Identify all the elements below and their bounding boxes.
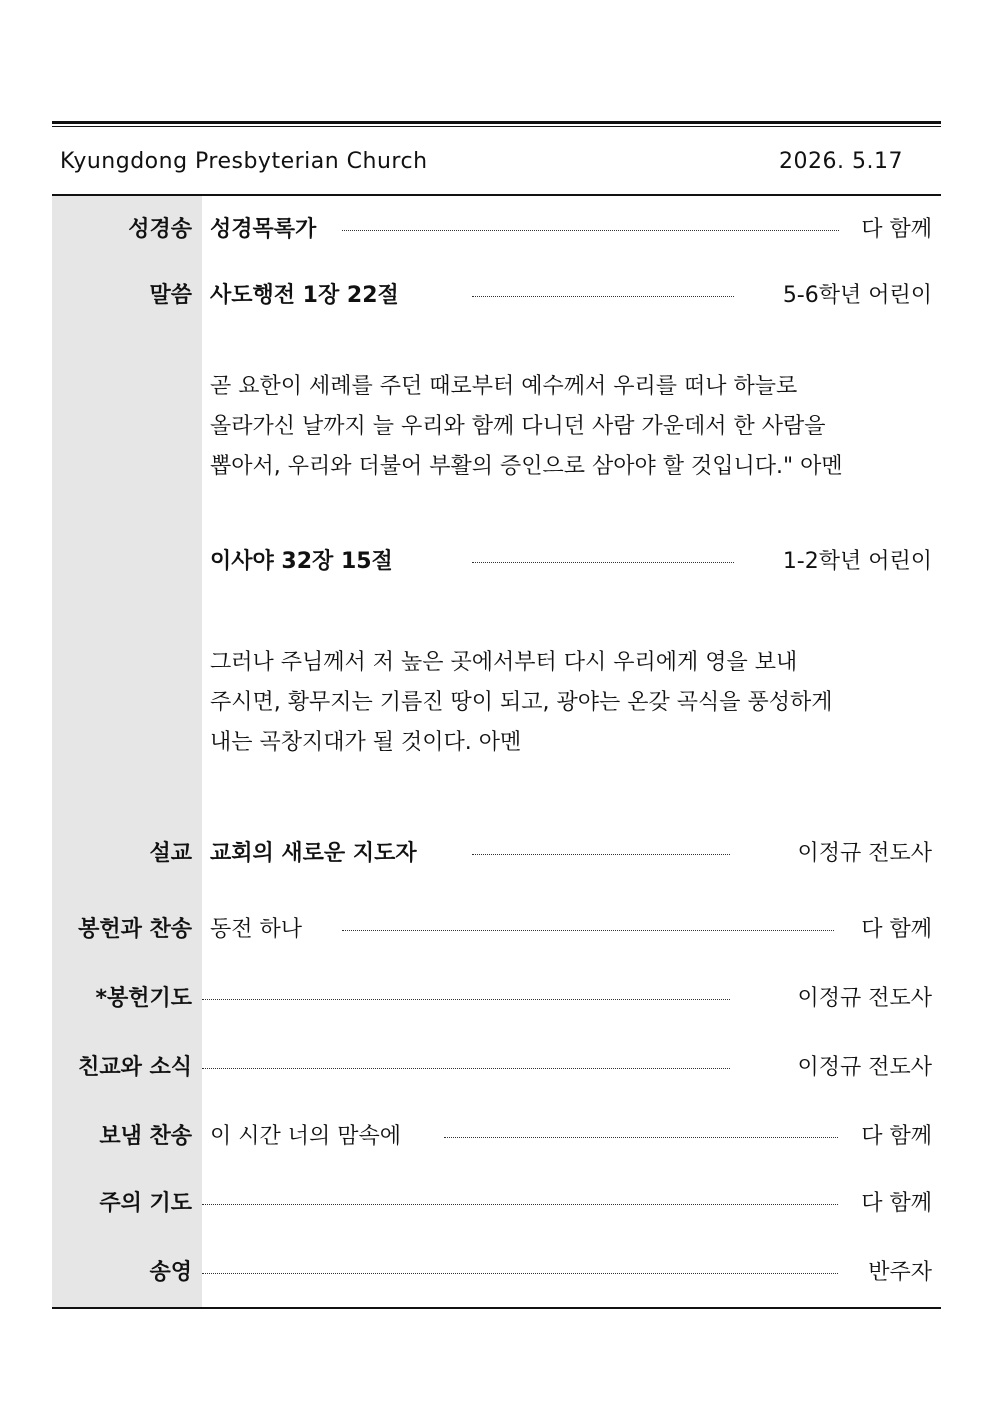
- dotted-leader: [202, 1273, 838, 1274]
- dotted-leader: [202, 1068, 730, 1069]
- item-label: 주의 기도: [99, 1191, 192, 1216]
- item-leader: 이정규 전도사: [797, 841, 932, 866]
- dotted-leader: [342, 930, 834, 931]
- service-date: 2026. 5.17: [779, 148, 903, 174]
- item-leader: 반주자: [868, 1260, 932, 1285]
- item-label: 친교와 소식: [78, 1055, 192, 1080]
- verse-line: 올라가신 날까지 늘 우리와 함께 다니던 사람 가운데서 한 사람을: [210, 414, 826, 439]
- order-item-sermon: [52, 834, 941, 874]
- item-title: 이 시간 너의 맘속에: [210, 1124, 401, 1149]
- bottom-rule: [52, 1307, 941, 1309]
- item-leader: 다 함께: [861, 917, 932, 942]
- item-title: 사도행전 1장 22절: [210, 283, 399, 308]
- item-leader: 다 함께: [861, 217, 932, 242]
- dotted-leader: [202, 999, 730, 1000]
- scripture-text-1: [210, 367, 920, 487]
- dotted-leader: [444, 1137, 838, 1138]
- item-leader: 이정규 전도사: [797, 986, 932, 1011]
- order-item-scripture: [52, 276, 941, 316]
- verse-line: 곧 요한이 세례를 주던 때로부터 예수께서 우리를 떠나 하늘로: [210, 374, 798, 399]
- item-label: 성경송: [128, 217, 192, 242]
- order-item-offering: [52, 910, 941, 950]
- item-label: *봉헌기도: [95, 986, 192, 1011]
- verse-line: 그러나 주님께서 저 높은 곳에서부터 다시 우리에게 영을 보내: [210, 650, 798, 675]
- item-title: 동전 하나: [210, 917, 303, 942]
- item-label: 송영: [149, 1260, 192, 1285]
- order-item-lords-prayer: [52, 1184, 941, 1224]
- item-leader: 이정규 전도사: [797, 1055, 932, 1080]
- top-rule-thick: [52, 121, 941, 124]
- verse-line: 주시면, 황무지는 기름진 땅이 되고, 광야는 온갖 곡식을 풍성하게: [210, 690, 833, 715]
- order-item-scripture-2: [52, 542, 941, 582]
- item-leader: 5-6학년 어린이: [782, 283, 932, 308]
- verse-line: 내는 곡창지대가 될 것이다. 아멘: [210, 730, 522, 755]
- verse-line: 뽑아서, 우리와 더불어 부활의 증인으로 삼아야 할 것입니다." 아멘: [210, 454, 843, 479]
- item-title: 성경목록가: [210, 217, 317, 242]
- order-item-offering-prayer: [52, 979, 941, 1019]
- item-label: 보냄 찬송: [99, 1124, 192, 1149]
- item-title: 이사야 32장 15절: [210, 549, 393, 574]
- scripture-text-2: [210, 643, 920, 763]
- item-label: 설교: [149, 841, 192, 866]
- item-leader: 1-2학년 어린이: [782, 549, 932, 574]
- order-item-hymn: [52, 210, 941, 250]
- order-item-sending-hymn: [52, 1117, 941, 1157]
- dotted-leader: [472, 562, 734, 563]
- item-label: 봉헌과 찬송: [78, 917, 192, 942]
- top-rule-thin: [52, 126, 941, 127]
- dotted-leader: [472, 296, 734, 297]
- dotted-leader: [342, 230, 839, 231]
- item-leader: 다 함께: [861, 1124, 932, 1149]
- dotted-leader: [202, 1204, 838, 1205]
- order-item-doxology: [52, 1253, 941, 1293]
- bulletin-header: [52, 128, 941, 194]
- item-leader: 다 함께: [861, 1191, 932, 1216]
- order-item-fellowship: [52, 1048, 941, 1088]
- church-name: Kyungdong Presbyterian Church: [60, 148, 428, 174]
- item-title: 교회의 새로운 지도자: [210, 841, 417, 866]
- item-label: 말씀: [149, 283, 192, 308]
- dotted-leader: [472, 854, 730, 855]
